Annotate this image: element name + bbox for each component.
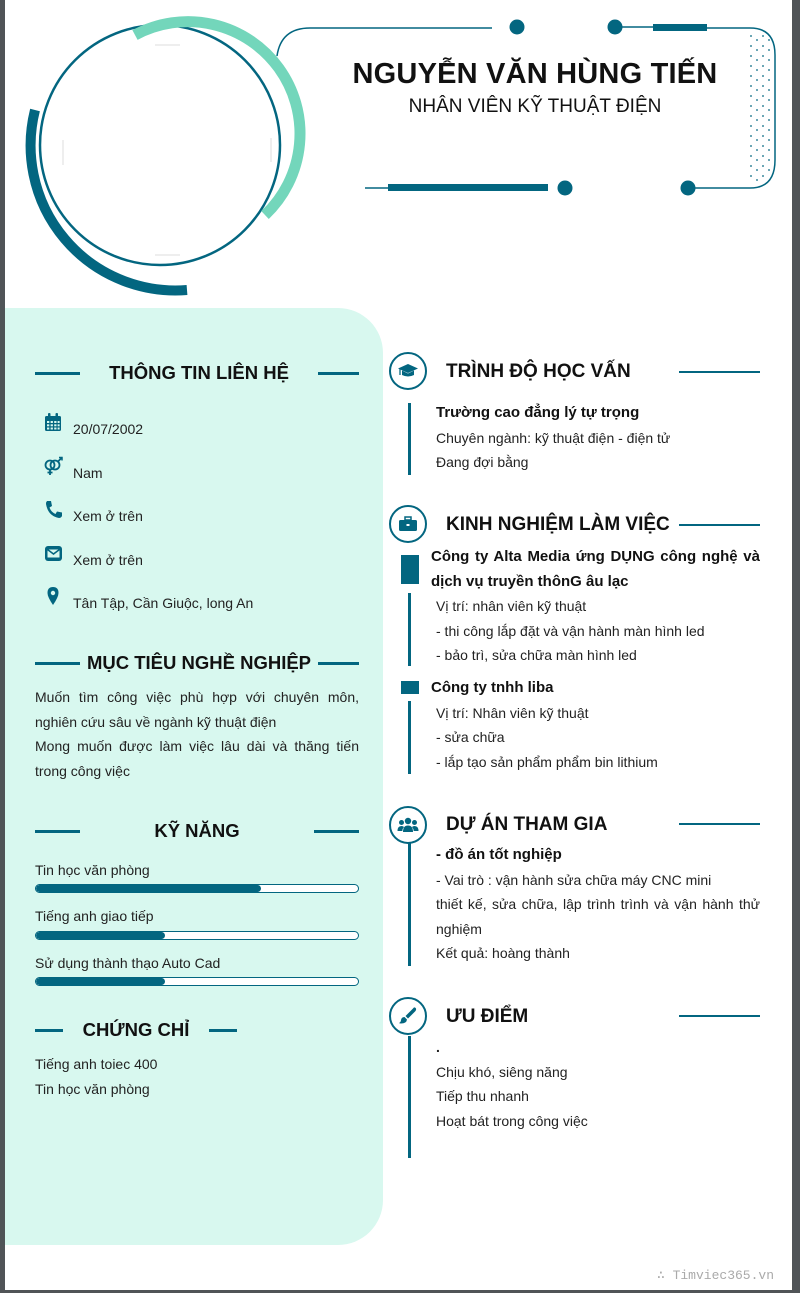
contact-address: Tân Tập, Cần Giuộc, long An bbox=[43, 592, 253, 614]
users-icon bbox=[397, 816, 419, 834]
timeline-line bbox=[408, 403, 411, 475]
objective-text: Muốn tìm công việc phù hợp với chuyên môn, nghiên cứu sâu về ngành kỹ thuật điện Mong muốn được làm việc lâu dài và thăng tiến trong công việc bbox=[35, 689, 359, 779]
timeline-line bbox=[408, 701, 411, 774]
experience-icon-badge bbox=[389, 505, 427, 543]
skills-heading: KỸ NĂNG bbox=[35, 820, 359, 842]
strengths-icon-badge bbox=[389, 997, 427, 1035]
education-icon-badge bbox=[389, 352, 427, 390]
skill-bar bbox=[35, 977, 359, 986]
contact-email: Xem ở trên bbox=[43, 549, 143, 571]
strengths-heading: ƯU ĐIỂM bbox=[446, 1006, 529, 1027]
certificates-heading: CHỨNG CHỈ bbox=[35, 1019, 237, 1041]
header-decoration bbox=[5, 0, 792, 310]
calendar-icon bbox=[43, 412, 65, 434]
contact-gender: Nam bbox=[43, 462, 103, 484]
cv-page bbox=[5, 0, 792, 1290]
gender-icon bbox=[43, 456, 65, 478]
job-marker bbox=[401, 681, 419, 694]
paintbrush-icon bbox=[398, 1006, 418, 1026]
candidate-role: NHÂN VIÊN KỸ THUẬT ĐIỆN bbox=[408, 96, 662, 117]
education-content: Trường cao đẳng lý tự trọng Chuyên ngành: kỹ thuật điện - điện tử Đang đợi bằng bbox=[436, 404, 671, 470]
candidate-name: NGUYỄN VĂN HÙNG TIẾN bbox=[352, 58, 718, 90]
email-icon bbox=[43, 543, 65, 565]
projects-heading: DỰ ÁN THAM GIA bbox=[446, 814, 608, 835]
skill-label: Sử dụng thành thạo Auto Cad bbox=[35, 955, 221, 971]
skill-bar bbox=[35, 931, 359, 940]
experience-heading: KINH NGHIỆM LÀM VIỆC bbox=[446, 514, 670, 535]
briefcase-icon bbox=[398, 516, 418, 532]
graduation-cap-icon bbox=[397, 362, 419, 380]
timeline-line bbox=[408, 843, 411, 966]
phone-icon bbox=[43, 499, 65, 521]
timeline-line bbox=[408, 593, 411, 666]
project-content: - đồ án tốt nghiệp - Vai trò : vận hành sửa chữa máy CNC mini thiết kế, sửa chữa, lập trình trình và vận hành thử nghiệm Kết quả: hoàng thành bbox=[436, 846, 760, 961]
objective-heading: MỤC TIÊU NGHỀ NGHIỆP bbox=[35, 652, 359, 674]
projects-icon-badge bbox=[389, 806, 427, 844]
strengths-content: . Chịu khó, siêng năng Tiếp thu nhanh Hoạt bát trong công việc bbox=[436, 1039, 588, 1129]
contact-phone: Xem ở trên bbox=[43, 505, 143, 527]
certificates-list: Tiếng anh toiec 400 Tin học văn phòng bbox=[35, 1056, 158, 1097]
timeline-line bbox=[408, 1036, 411, 1158]
skill-label: Tin học văn phòng bbox=[35, 862, 150, 878]
location-pin-icon bbox=[43, 586, 65, 608]
job-entry: Công ty Alta Media ứng DỤNG công nghệ và dịch vụ truyền thônG âu lạc Vị trí: nhân viên kỹ thuật - thi công lắp đặt và vận hành màn hình led - bảo trì, sửa chữa màn hình led bbox=[431, 548, 760, 663]
job-marker bbox=[401, 555, 419, 584]
divider bbox=[679, 1015, 760, 1017]
contact-birthdate: 20/07/2002 bbox=[43, 418, 143, 440]
divider bbox=[679, 524, 760, 526]
skill-bar bbox=[35, 884, 359, 893]
skill-label: Tiếng anh giao tiếp bbox=[35, 908, 154, 924]
contact-heading: THÔNG TIN LIÊN HỆ bbox=[35, 362, 359, 384]
job-entry: Công ty tnhh liba Vị trí: Nhân viên kỹ thuật - sửa chữa - lắp tạo sản phẩm phẩm bin lithium bbox=[431, 679, 658, 770]
education-heading: TRÌNH ĐỘ HỌC VẤN bbox=[446, 361, 631, 382]
divider bbox=[679, 823, 760, 825]
watermark: ∴ Timviec365.vn bbox=[656, 1268, 774, 1283]
divider bbox=[679, 371, 760, 373]
